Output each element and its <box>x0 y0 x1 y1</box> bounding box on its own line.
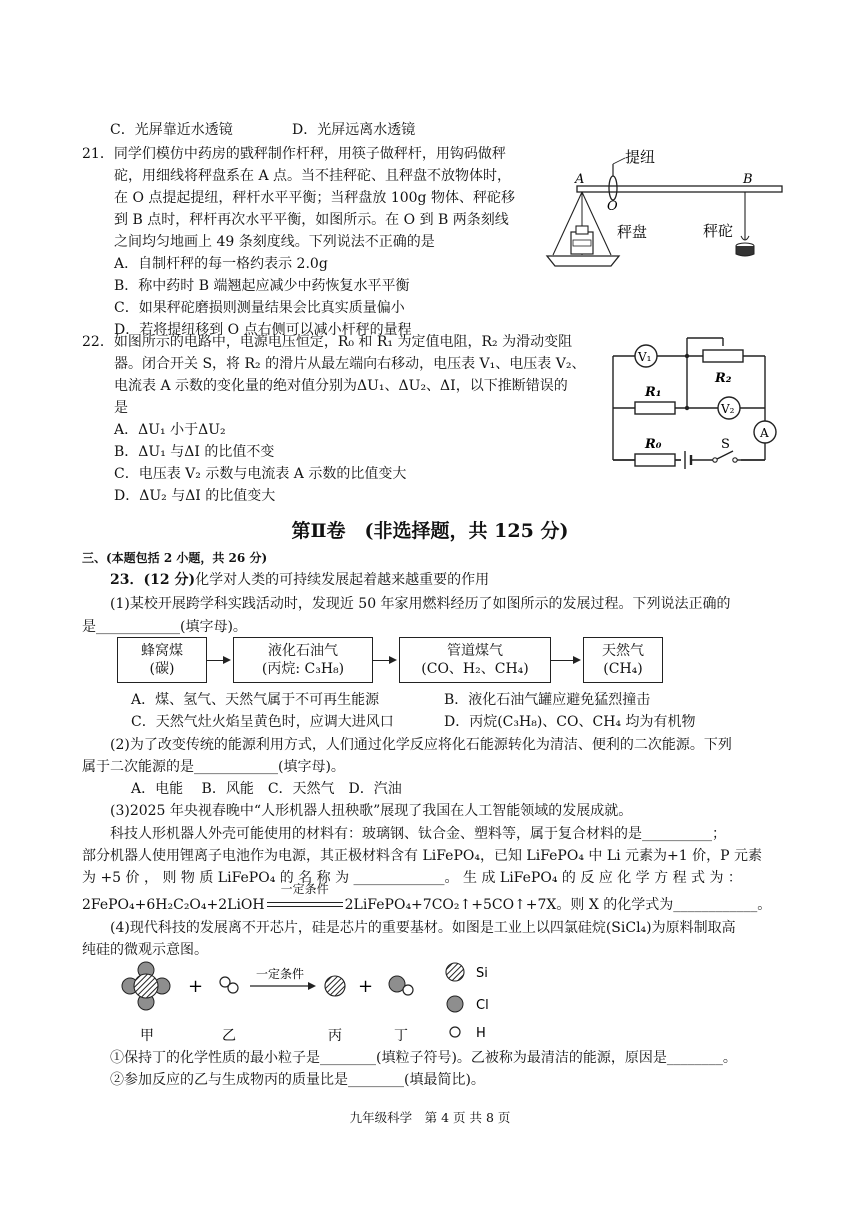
plus-sign-1: + <box>188 976 204 997</box>
q21-option-d: D．若将提纽移到 O 点右侧可以减小杆秤的量程 <box>114 322 412 338</box>
flow-box-label: 蜂窝煤 <box>141 643 183 659</box>
flow-box-honeycomb-coal <box>117 637 207 683</box>
flow-arrow-2 <box>373 660 395 661</box>
q23-subq-1: ①保持丁的化学性质的最小粒子是________(填粒子符号)。乙被称为最清洁的能源，原因是________。 <box>110 1050 737 1066</box>
flow-box-pipeline-gas <box>399 637 551 683</box>
voltmeter-v2-label: V₂ <box>721 402 735 416</box>
q20-option-c: C．光屏靠近水透镜 <box>110 122 233 138</box>
q22-option-b: B．ΔU₁ 与ΔI 的比值不变 <box>114 444 275 460</box>
label-jia: 甲 <box>140 1028 154 1044</box>
q20-option-d: D．光屏远离水透镜 <box>292 122 416 138</box>
flow-box-label: 天然气 <box>602 643 644 659</box>
q21-stem-line-3: 在 O 点提起提纽，秤杆水平平衡；当秤盘放 100g 物体、秤砣移 <box>114 190 515 206</box>
ammeter-label: A <box>760 426 769 440</box>
q23-p1-option-d: D．丙烷(C₃H₈)、CO、CH₄ 均为有机物 <box>444 714 696 730</box>
equation-products: 2LiFePO₄+7CO₂↑+5CO↑+7X。则 X 的化学式为____________。 <box>344 897 772 913</box>
label-point-b: B <box>743 172 753 187</box>
q23-p2-line1: (2)为了改变传统的能源利用方式，人们通过化学反应将化石能源转化为清洁、便利的二次能源。下列 <box>110 737 732 753</box>
flow-box-sublabel: (CO、H₂、CH₄) <box>421 661 529 677</box>
label-point-a: A <box>575 172 585 187</box>
q23-p1-option-b: B．液化石油气罐应避免猛烈撞击 <box>444 692 651 708</box>
q22-stem-line-1: 22．如图所示的电路中，电源电压恒定，R₀ 和 R₁ 为定值电阻，R₂ 为滑动变阻 <box>82 334 573 350</box>
flow-box-sublabel: (丙烷: C₃H₈) <box>261 661 345 677</box>
plus-sign-2: + <box>358 976 374 997</box>
equation-reactants: 2FePO₄+6H₂C₂O₄+2LiOH <box>82 897 265 913</box>
micro-reaction-diagram <box>110 960 530 1048</box>
q23-equation <box>82 882 772 915</box>
flow-box-sublabel: (CH₄) <box>603 661 643 677</box>
q23-subq-2: ②参加反应的乙与生成物丙的质量比是________(填最简比)。 <box>110 1072 485 1088</box>
q23-p3-line1: (3)2025 年央视春晚中“人形机器人扭秧歌”展现了我国在人工智能领域的发展成就。 <box>110 803 633 819</box>
flow-box-natural-gas <box>583 637 663 683</box>
q22-option-a: A．ΔU₁ 小于ΔU₂ <box>114 422 226 438</box>
q22-option-c: C．电压表 V₂ 示数与电流表 A 示数的比值变大 <box>114 466 407 482</box>
flow-arrow-3 <box>551 660 579 661</box>
label-tizhu: 提纽 <box>625 148 656 166</box>
legend-h: H <box>476 1026 486 1041</box>
q23-p4-line2: 纯硅的微观示意图。 <box>82 942 208 958</box>
q23-p1-option-a: A．煤、氢气、天然气属于不可再生能源 <box>131 692 380 708</box>
switch-label: S <box>721 437 730 452</box>
r2-label: R₂ <box>715 371 732 386</box>
equation-condition: 一定条件 <box>280 882 329 896</box>
flow-box-sublabel: (碳) <box>149 661 175 677</box>
q21-option-c: C．如果秤砣磨损则测量结果会比真实质量偏小 <box>114 300 405 316</box>
q21-stem-line-5: 之间均匀地画上 49 条刻度线。下列说法不正确的是 <box>114 234 435 250</box>
flow-box-label: 液化石油气 <box>268 643 338 659</box>
q23-p4-line1: (4)现代科技的发展离不开芯片，硅是芯片的重要基材。如图是工业上以四氯硅烷(SiCl₄)为原料制取高 <box>110 920 736 936</box>
q22-option-d: D．ΔU₂ 与ΔI 的比值变大 <box>114 488 276 504</box>
q21-option-b: B．称中药时 B 端翘起应减少中药恢复水平平衡 <box>114 278 410 294</box>
q23-p3-line2: 科技人形机器人外壳可能使用的材料有：玻璃钢、钛合金、塑料等，属于复合材料的是__________； <box>110 826 726 842</box>
flow-arrow-1 <box>207 660 229 661</box>
label-yi: 乙 <box>222 1028 236 1044</box>
q21-stem-line-4: 到 B 点时，秤杆再次水平平衡，如图所示。在 O 到 B 两条刻线 <box>114 212 509 228</box>
legend-si: Si <box>476 966 488 981</box>
label-counterweight: 秤砣 <box>703 222 734 240</box>
q21-option-a: A．自制杆秤的每一格约表示 2.0g <box>114 256 328 272</box>
q23-p3-line4: 为 +5 价 ， 则 物 质 LiFePO₄ 的 名 称 为 _____________。 生 成 LiFePO₄ 的 反 应 化 学 方 程 式 为 ： <box>82 870 742 886</box>
label-ding: 丁 <box>394 1028 408 1044</box>
flow-box-lpg <box>233 637 373 683</box>
part2-title: 第Ⅱ卷 (非选择题，共 125 分) <box>291 520 569 542</box>
page-footer: 九年级科学 第 4 页 共 8 页 <box>349 1110 511 1125</box>
flow-box-label: 管道煤气 <box>447 643 503 659</box>
voltmeter-v1-label: V₁ <box>638 350 652 364</box>
q23-p1-line2: 是____________(填字母)。 <box>82 619 247 635</box>
q23-p2-line2: 属于二次能源的是____________(填字母)。 <box>82 759 345 775</box>
q23-number: 23．(12 分) <box>110 572 196 588</box>
label-point-o: O <box>607 199 618 214</box>
q23-p2-options: A．电能 B．风能 C．天然气 D．汽油 <box>131 781 402 797</box>
label-bing: 丙 <box>328 1028 342 1044</box>
q23-heading <box>110 570 489 590</box>
q23-heading-text: 化学对人类的可持续发展起着越来越重要的作用 <box>195 572 490 588</box>
steelyard-figure <box>545 140 790 280</box>
q21-stem-line-2: 砣，用细线将秤盘系在 A 点。当不挂秤砣、且秤盘不放物体时， <box>114 168 512 184</box>
r0-label: R₀ <box>645 437 662 452</box>
q23-p1-option-c: C．天然气灶火焰呈黄色时，应调大进风口 <box>131 714 394 730</box>
label-pan: 秤盘 <box>617 223 648 241</box>
micro-condition: 一定条件 <box>256 967 305 981</box>
q23-p3-line3: 部分机器人使用锂离子电池作为电源，其正极材料含有 LiFePO₄，已知 LiFePO₄ 中 Li 元素为+1 价，P 元素 <box>82 848 763 864</box>
circuit-figure <box>605 330 785 470</box>
q22-stem-line-3: 电流表 A 示数的变化量的绝对值分别为ΔU₁、ΔU₂、ΔI，以下推断错误的 <box>114 378 568 394</box>
q22-stem-line-2: 器。闭合开关 S，将 R₂ 的滑片从最左端向右移动，电压表 V₁、电压表 V₂、 <box>114 356 586 372</box>
section3-title: 三、(本题包括 2 小题，共 26 分) <box>82 551 268 565</box>
r1-label: R₁ <box>645 385 662 400</box>
q21-stem-line-1: 21．同学们模仿中药房的戥秤制作杆秤，用筷子做秤杆，用钩码做秤 <box>82 146 506 162</box>
q23-p1-line1: (1)某校开展跨学科实践活动时，发现近 50 年家用燃料经历了如图所示的发展过程。下列说法正确的 <box>110 596 731 612</box>
legend-cl: Cl <box>476 998 489 1013</box>
q22-stem-line-4: 是 <box>114 400 128 416</box>
